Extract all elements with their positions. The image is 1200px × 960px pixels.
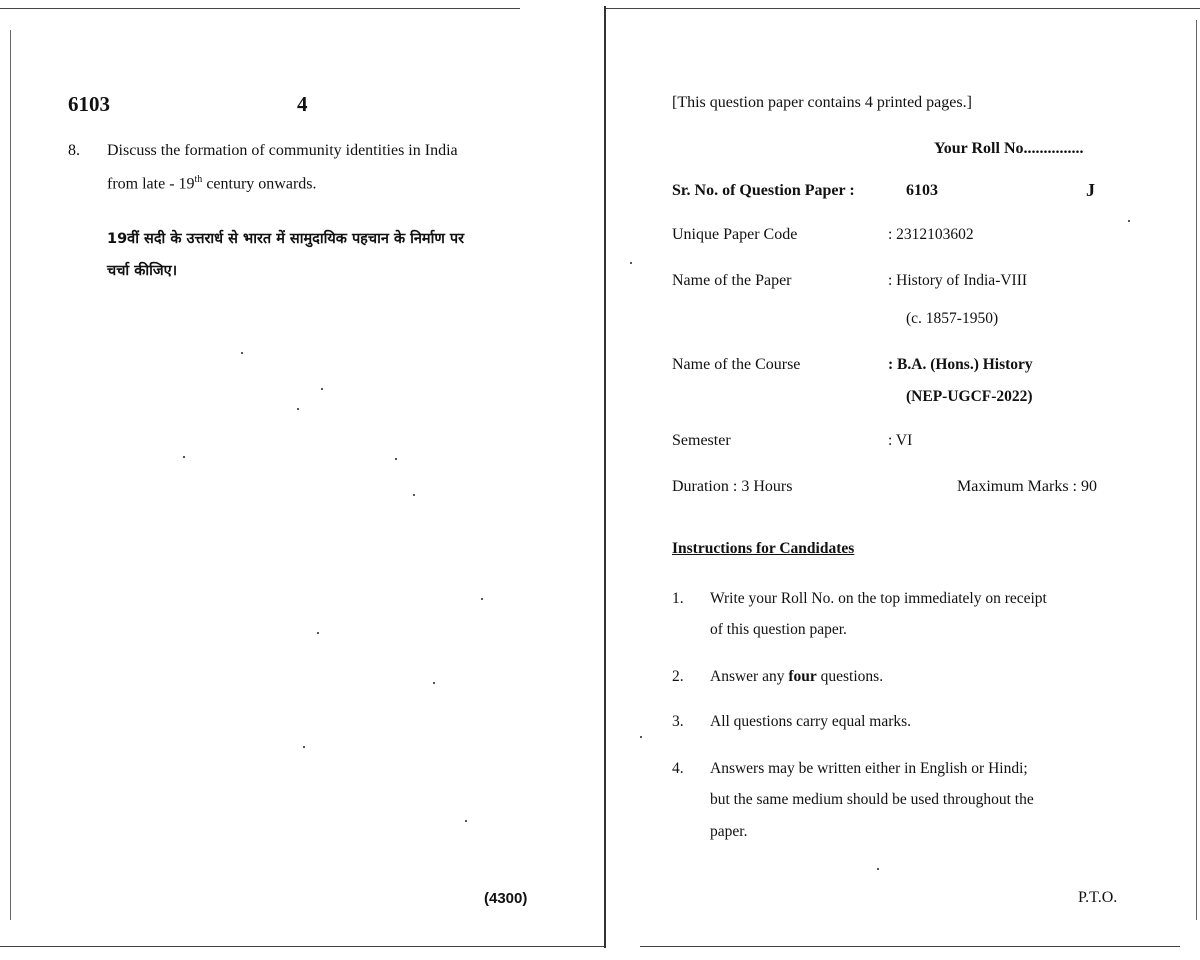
- question-number: 8.: [68, 142, 80, 159]
- instruction-1-number: 1.: [672, 590, 684, 607]
- detail-value-paper-name: : History of India-VIII: [888, 272, 1028, 289]
- detail-value-scheme: (NEP-UGCF-2022): [906, 388, 1033, 405]
- footer-code: (4300): [484, 890, 528, 907]
- question-hindi-line-2: चर्चा कीजिए।: [107, 263, 178, 279]
- instruction-4-line-1: Answers may be written either in English or Hindi;: [710, 760, 1028, 777]
- scan-speck: [303, 746, 305, 748]
- scan-speck: [481, 598, 483, 600]
- scan-speck: [465, 820, 467, 822]
- question-line-1: Discuss the formation of community identities in India: [107, 142, 458, 159]
- scan-speck: [321, 388, 323, 390]
- detail-label-course: Name of the Course: [672, 356, 801, 373]
- instruction-1-line-1: Write your Roll No. on the top immediately on receipt: [710, 590, 1047, 607]
- scan-speck: [297, 408, 299, 410]
- instruction-3-text: All questions carry equal marks.: [710, 713, 912, 730]
- scan-speck: [433, 682, 435, 684]
- question-line-2: from late - 19th century onwards.: [107, 174, 317, 193]
- duration: Duration : 3 Hours: [672, 478, 793, 495]
- sr-no-label: Sr. No. of Question Paper :: [672, 182, 855, 199]
- roll-number-field: Your Roll No...............: [934, 140, 1084, 157]
- set-letter: J: [1086, 180, 1095, 200]
- detail-label-paper-code: Unique Paper Code: [672, 226, 798, 243]
- sr-no-value: 6103: [906, 182, 938, 199]
- instruction-4-line-2: but the same medium should be used throughout the: [710, 791, 1034, 808]
- scan-speck: [1128, 220, 1130, 222]
- scan-speck: [395, 458, 397, 460]
- detail-label-paper-name: Name of the Paper: [672, 272, 792, 289]
- instruction-3-number: 3.: [672, 713, 684, 730]
- scan-speck: [241, 352, 243, 354]
- pages-note: [This question paper contains 4 printed pages.]: [672, 94, 972, 111]
- scan-speck: [183, 456, 185, 458]
- right-page: [606, 0, 1200, 960]
- question-hindi-line-1: 19वीं सदी के उत्तरार्ध से भारत में सामुदायिक पहचान के निर्माण पर: [107, 231, 465, 247]
- detail-value-paper-period: (c. 1857-1950): [906, 310, 999, 327]
- instruction-4-line-3: paper.: [710, 823, 748, 840]
- scan-speck: [640, 736, 642, 738]
- page-number: 4: [297, 92, 308, 116]
- instructions-title: Instructions for Candidates: [672, 540, 855, 557]
- maximum-marks: Maximum Marks : 90: [957, 478, 1097, 495]
- paper-number: 6103: [68, 92, 110, 116]
- pto-label: P.T.O.: [1078, 889, 1118, 906]
- instruction-4-number: 4.: [672, 760, 684, 777]
- scan-speck: [413, 494, 415, 496]
- scan-speck: [630, 262, 632, 264]
- scan-speck: [877, 868, 879, 870]
- detail-label-semester: Semester: [672, 432, 731, 449]
- instruction-2-text: Answer any four questions.: [710, 668, 884, 685]
- detail-value-semester: : VI: [888, 432, 913, 449]
- scan-speck: [317, 632, 319, 634]
- instruction-2-number: 2.: [672, 668, 684, 685]
- detail-value-course: : B.A. (Hons.) History: [888, 356, 1033, 373]
- detail-value-paper-code: : 2312103602: [888, 226, 974, 243]
- instruction-1-line-2: of this question paper.: [710, 621, 847, 638]
